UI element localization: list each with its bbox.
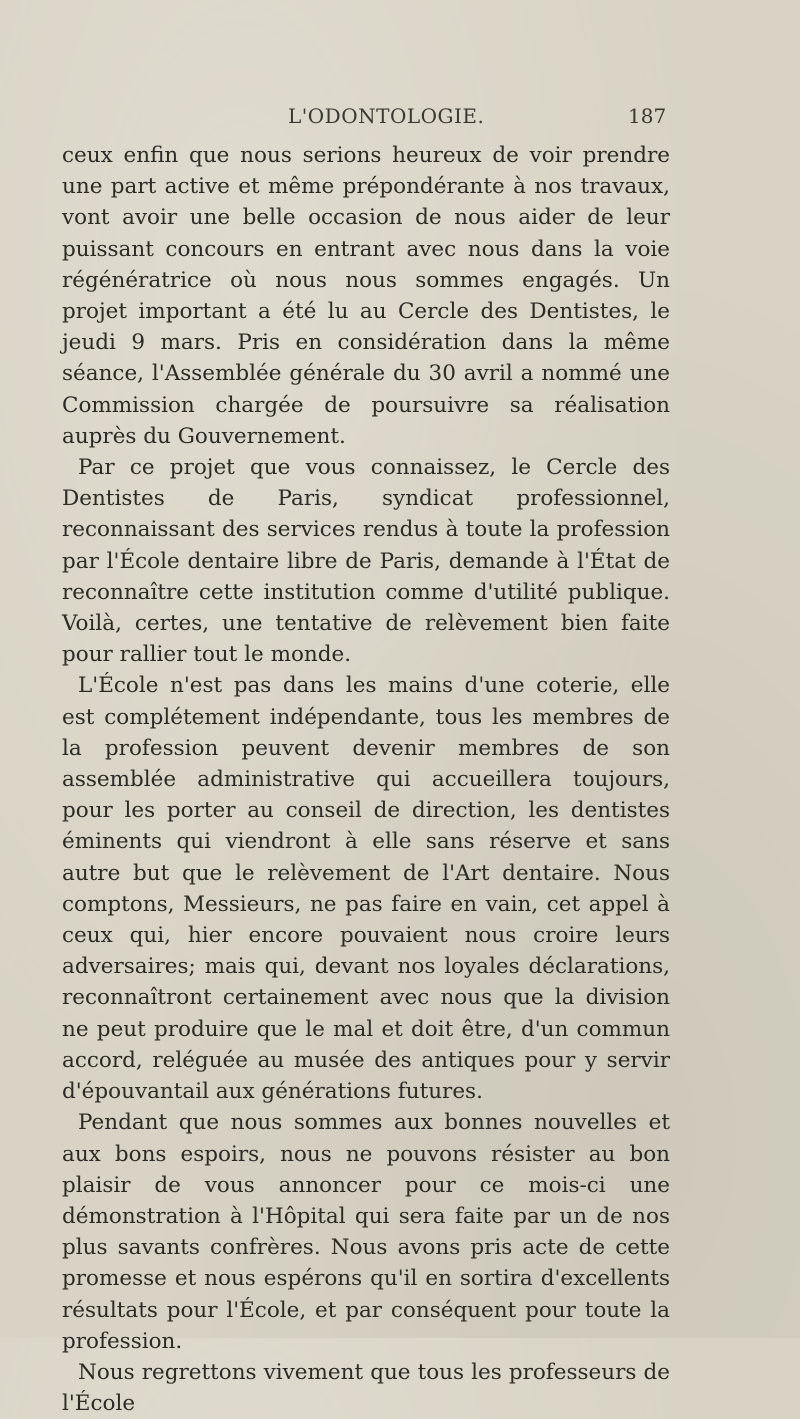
paragraph-incomplete: Nous regrettons vivement que tous les professeurs de l'École (62, 1359, 670, 1417)
body-text (62, 140, 670, 1419)
paragraph: Pendant que nous sommes aux bonnes nouvelles et aux bons espoirs, nous ne pouvons résister au bon plaisir de vous annoncer pour ce mois-ci une démonstration à l'Hôpital qui sera faite par un de nos plus savants confrères. Nous avons pris acte de cette promesse et nous espérons qu'il en sortira d'excellents résultats pour l'École, et par conséquent pour toute la profession. (62, 1110, 670, 1354)
running-title: L'ODONTOLOGIE. (288, 104, 485, 128)
paragraph-continuation: ceux enfin que nous serions heureux de voir prendre une part active et même prépondérante à nos travaux, vont avoir une belle occasion de nous aider de leur puissant concours en entrant avec nous dans la voie régénératrice où nous nous sommes engagés. Un projet important a été lu au Cercle des Dentistes, le jeudi 9 mars. Pris en considération dans la même séance, l'Assemblée générale du 30 avril a nommé une Commission chargée de poursuivre sa réalisation auprès du Gouvernement. (62, 143, 670, 449)
paragraph: Par ce projet que vous connaissez, le Cercle des Dentistes de Paris, syndicat professionnel, reconnaissant des services rendus à toute la profession par l'École dentaire libre de Paris, demande à l'État de reconnaître cette institution comme d'utilité publique. Voilà, certes, une tentative de relèvement bien faite pour rallier tout le monde. (62, 455, 670, 668)
paragraph: L'École n'est pas dans les mains d'une coterie, elle est complétement indépendante, tous les membres de la profession peuvent devenir membres de son assemblée administrative qui accueillera toujours, pour les porter au conseil de direction, les dentistes éminents qui viendront à elle sans réserve et sans autre but que le relèvement de l'Art dentaire. Nous comptons, Messieurs, ne pas faire en vain, cet appel à ceux qui, hier encore pouvaient nous croire leurs adversaires; mais qui, devant nos loyales déclarations, reconnaîtront certainement avec nous que la division ne peut produire que le mal et doit être, d'un commun accord, reléguée au musée des antiques pour y servir d'épouvantail aux générations futures. (62, 673, 670, 1105)
page-number: 187 (628, 104, 667, 128)
running-header (0, 104, 800, 134)
